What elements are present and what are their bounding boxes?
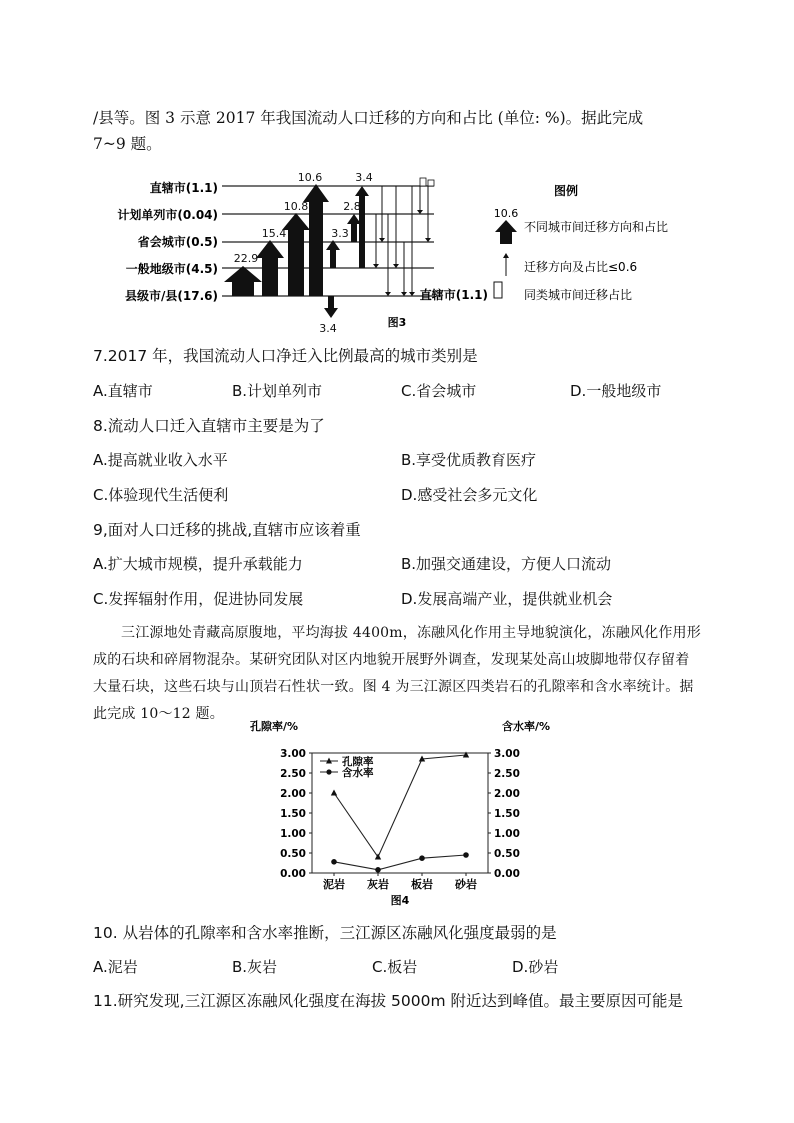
legend-label: 含水率: [342, 767, 374, 779]
left-axis-label: 孔隙率/%: [250, 720, 299, 733]
figure-4-chart: [250, 718, 550, 908]
q8-option-a[interactable]: A.提高就业收入水平: [93, 451, 228, 469]
q9-option-a[interactable]: A.扩大城市规模，提升承载能力: [93, 555, 303, 573]
q10-option-b[interactable]: B.灰岩: [232, 958, 278, 976]
porosity-point: [331, 790, 337, 796]
arrow-prefecture-to-municipality: [355, 186, 369, 268]
right-tick-label: 2.00: [494, 788, 520, 800]
level-label-planning-city: 计划单列市(0.04): [117, 208, 218, 222]
right-tick-label: 1.50: [494, 808, 520, 820]
level-label-provincial-capital: 省会城市(0.5): [137, 235, 218, 249]
arrow-to-planning: [282, 213, 310, 296]
right-tick-label: 3.00: [494, 748, 520, 760]
intro-line-1: /县等。图 3 示意 2017 年我国流动人口迁移的方向和占比 (单位: %)。据此完成: [93, 109, 644, 127]
porosity-point: [463, 752, 469, 758]
arrow-value-2: 15.4: [261, 227, 287, 240]
q7-stem: 7.2017 年，我国流动人口净迁入比例最高的城市类别是: [93, 347, 478, 365]
series-line-water-content: [334, 855, 466, 870]
left-tick-label: 1.50: [280, 808, 306, 820]
q10-stem: 10. 从岩体的孔隙率和含水率推断，三江源区冻融风化强度最弱的是: [93, 924, 557, 942]
x-tick-label: 砂岩: [455, 878, 477, 891]
right-tick-label: 0.50: [494, 848, 520, 860]
arrow-capital-to-planning: [347, 214, 361, 242]
legend-bar-icon: [494, 282, 502, 298]
thin-arrows: [376, 186, 428, 296]
figure-3-migration-diagram: [0, 158, 794, 338]
right-tick-label: 1.00: [494, 828, 520, 840]
x-tick-label: 板岩: [411, 878, 433, 891]
level-label-prefecture-city: 一般地级市(4.5): [125, 262, 218, 276]
q8-option-d[interactable]: D.感受社会多元文化: [401, 486, 538, 504]
q10-option-d[interactable]: D.砂岩: [512, 958, 559, 976]
legend-bar-label: 直辖市(1.1): [419, 288, 488, 302]
left-tick-label: 2.50: [280, 768, 306, 780]
arrow-value-4: 10.6: [297, 171, 323, 184]
arrow-value-3: 10.8: [283, 200, 309, 213]
arrow-down-county: [324, 296, 338, 318]
legend-big-text: 不同城市间迁移方向和占比: [524, 220, 669, 234]
left-tick-label: 0.50: [280, 848, 306, 860]
water-content-point: [419, 855, 425, 861]
water-content-point: [375, 867, 381, 873]
water-content-point: [463, 852, 469, 858]
q8-option-c[interactable]: C.体验现代生活便利: [93, 486, 229, 504]
q7-option-b[interactable]: B.计划单列市: [232, 382, 323, 400]
q8-option-b[interactable]: B.享受优质教育医疗: [401, 451, 537, 469]
q7-option-c[interactable]: C.省会城市: [401, 382, 477, 400]
q9-option-d[interactable]: D.发展高端产业，提供就业机会: [401, 590, 613, 608]
legend-thin-text: 迁移方向及占比≤0.6: [524, 260, 638, 274]
water-content-point: [331, 859, 337, 865]
legend-big-arrow-icon: [495, 220, 517, 244]
intro-line-2: 7~9 题。: [93, 135, 162, 153]
arrow-value-7: 3.4: [355, 171, 373, 184]
x-tick-label: 灰岩: [367, 878, 389, 891]
left-tick-label: 3.00: [280, 748, 306, 760]
legend-label: 孔隙率: [342, 756, 374, 768]
q10-option-a[interactable]: A.泥岩: [93, 958, 138, 976]
x-tick-label: 泥岩: [323, 878, 345, 891]
same-class-bars: [420, 178, 434, 186]
arrow-value-8: 3.4: [319, 322, 337, 335]
level-label-municipality: 直辖市(1.1): [149, 181, 218, 195]
right-tick-label: 0.00: [494, 868, 520, 880]
q8-stem: 8.流动人口迁入直辖市主要是为了: [93, 417, 325, 435]
legend-title: 图例: [553, 184, 579, 198]
fig3-legend: [420, 183, 668, 302]
q7-option-d[interactable]: D.一般地级市: [570, 382, 662, 400]
q10-option-c[interactable]: C.板岩: [372, 958, 418, 976]
q9-option-c[interactable]: C.发挥辐射作用，促进协同发展: [93, 590, 304, 608]
right-tick-label: 2.50: [494, 768, 520, 780]
legend-big-value: 10.6: [493, 207, 519, 220]
arrow-value-1: 22.9: [233, 252, 259, 265]
arrow-value-5: 3.3: [331, 227, 349, 240]
q9-stem: 9,面对人口迁移的挑战,直辖市应该着重: [93, 521, 361, 539]
legend-circle-icon: [326, 769, 331, 774]
figure-4-caption: 图4: [390, 894, 410, 907]
q9-option-b[interactable]: B.加强交通建设，方便人口流动: [401, 555, 612, 573]
q7-option-a[interactable]: A.直辖市: [93, 382, 153, 400]
legend-bar-text: 同类城市间迁移占比: [524, 288, 633, 302]
left-tick-label: 2.00: [280, 788, 306, 800]
arrow-value-6: 2.8: [343, 200, 361, 213]
left-tick-label: 1.00: [280, 828, 306, 840]
right-axis-label: 含水率/%: [501, 720, 550, 733]
q11-stem: 11.研究发现,三江源区冻融风化强度在海拔 5000m 附近达到峰值。最主要原因可能是: [93, 992, 683, 1010]
arrow-prefecture-to-capital: [326, 240, 340, 268]
level-label-county: 县级市/县(17.6): [125, 289, 218, 303]
left-tick-label: 0.00: [280, 868, 306, 880]
passage-paragraph: 三江源地处青藏高原腹地，平均海拔 4400m，冻融风化作用主导地貌演化，冻融风化作用形成的石块和碎屑物混杂。某研究团队对区内地貌开展野外调查，发现某处高山坡脚地带仅存留着大量石块，这些石块与山顶岩石性状一致。图 4 为三江源区四类岩石的孔隙率和含水率统计。据此完成 10～12 题。: [93, 625, 701, 722]
figure-3-caption: 图3: [387, 316, 407, 329]
arrow-county-to-prefecture: [224, 266, 262, 296]
